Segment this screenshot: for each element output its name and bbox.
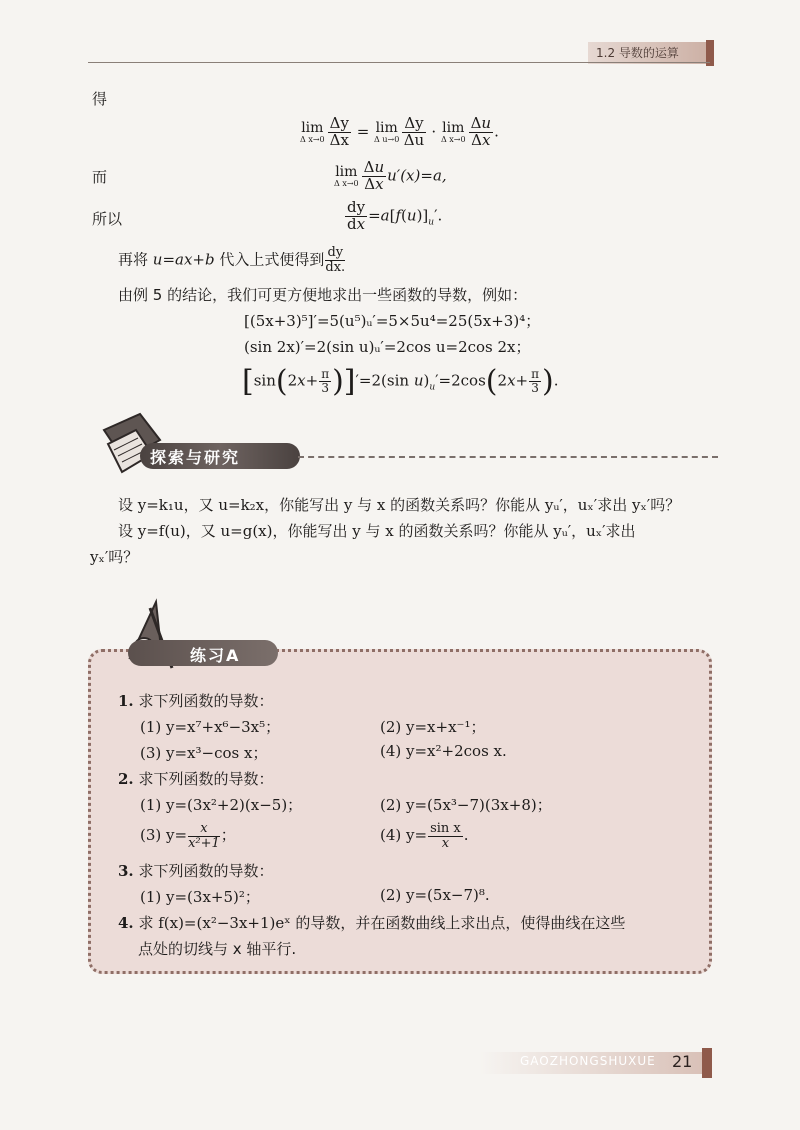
practice-q1: 1. 求下列函数的导数： xyxy=(118,692,274,710)
header-rule xyxy=(88,62,710,63)
footer-marker xyxy=(702,1048,712,1078)
q2-item-4: (4) y= $\frac{\text{sin x}}{x}$ . xyxy=(380,821,469,851)
formula-example-2: (sin 2x)′=2(sin u)ᵤ′=2cos u=2cos 2x； xyxy=(244,338,531,356)
footer-brand: GAOZHONGSHUXUE xyxy=(520,1054,656,1068)
explore-question-1: 设 y=k₁u，又 u=k₂x，你能写出 y 与 x 的函数关系吗？你能从 yᵤ′，uₓ′求出 yₓ′吗？ xyxy=(118,496,681,514)
formula-example-1: [(5x+3)⁵]′=5(u⁵)ᵤ′=5×5u⁴=25(5x+3)⁴； xyxy=(244,312,541,330)
q3-item-2: (2) y=(5x−7)⁸. xyxy=(380,886,490,904)
practice-q4-cont: 点处的切线与 x 轴平行. xyxy=(138,940,297,958)
explore-title: 探索与研究 xyxy=(150,448,241,467)
q1-item-4: (4) y=x²+2cos x. xyxy=(380,742,507,760)
q1-item-2: (2) y=x+x⁻¹； xyxy=(380,718,486,736)
explore-question-2: 设 y=f(u)，又 u=g(x)，你能写出 y 与 x 的函数关系吗？你能从 yᵤ′，uₓ′求出 xyxy=(118,522,636,540)
q1-item-3: (3) y=x³−cos x； xyxy=(140,744,268,762)
label-de: 得 xyxy=(92,90,108,108)
q1-item-1: (1) y=x⁷+x⁶−3x⁵； xyxy=(140,718,281,736)
formula-du-dx: lim Δ x→0 $\frac{\Delta u}{\Delta x}$ u′(x)=a, xyxy=(334,158,447,193)
label-er: 而 xyxy=(92,168,108,186)
label-suoyi: 所以 xyxy=(92,210,123,228)
practice-q3: 3. 求下列函数的导数： xyxy=(118,862,274,880)
q2-item-1: (1) y=(3x²+2)(x−5)； xyxy=(140,796,303,814)
example-intro: 由例 5 的结论，我们可更方便地求出一些函数的导数，例如： xyxy=(118,286,528,304)
compass-icon xyxy=(110,598,190,678)
substitution-line: 再将 u=ax+b 代入上式便得到 $\frac{dy}{dx.}$ xyxy=(118,245,346,275)
formula-dy-dx: $\frac{dy}{dx}$ $=a[f(u)]_u'$. xyxy=(347,198,443,233)
explore-divider xyxy=(298,456,718,458)
practice-q4: 4. 求 f(x)=(x²−3x+1)eˣ 的导数，并在函数曲线上求出点，使得曲线在这些 xyxy=(118,914,626,932)
formula-chain-rule-limit: lim Δ x→0 $\frac{\Delta y}{\Delta x}$ = lim Δ u→0 $\frac{\Delta y}{\Delta u}$ · lim Δ x→0 $\frac{\Delta u}{\Delta x}$ . xyxy=(300,114,499,149)
practice-title: 练习A xyxy=(190,646,241,665)
q3-item-1: (1) y=(3x+5)²； xyxy=(140,888,260,906)
practice-q2: 2. 求下列函数的导数： xyxy=(118,770,274,788)
explore-question-2-cont: yₓ′吗？ xyxy=(90,548,139,566)
section-heading: 1.2 导数的运算 xyxy=(596,46,679,60)
q2-item-3: (3) y= $\frac{x}{\text{x²+1}}$ ； xyxy=(140,821,236,851)
q2-item-2: (2) y=(5x³−7)(3x+8)； xyxy=(380,796,552,814)
page-number: 21 xyxy=(672,1052,693,1071)
formula-example-3: [sin(2x+ $\frac{\pi}{3}$ )]′=2(sin $u)_u'=2\cos(2x+$ $\frac{\pi}{3}$ ). xyxy=(242,364,559,399)
